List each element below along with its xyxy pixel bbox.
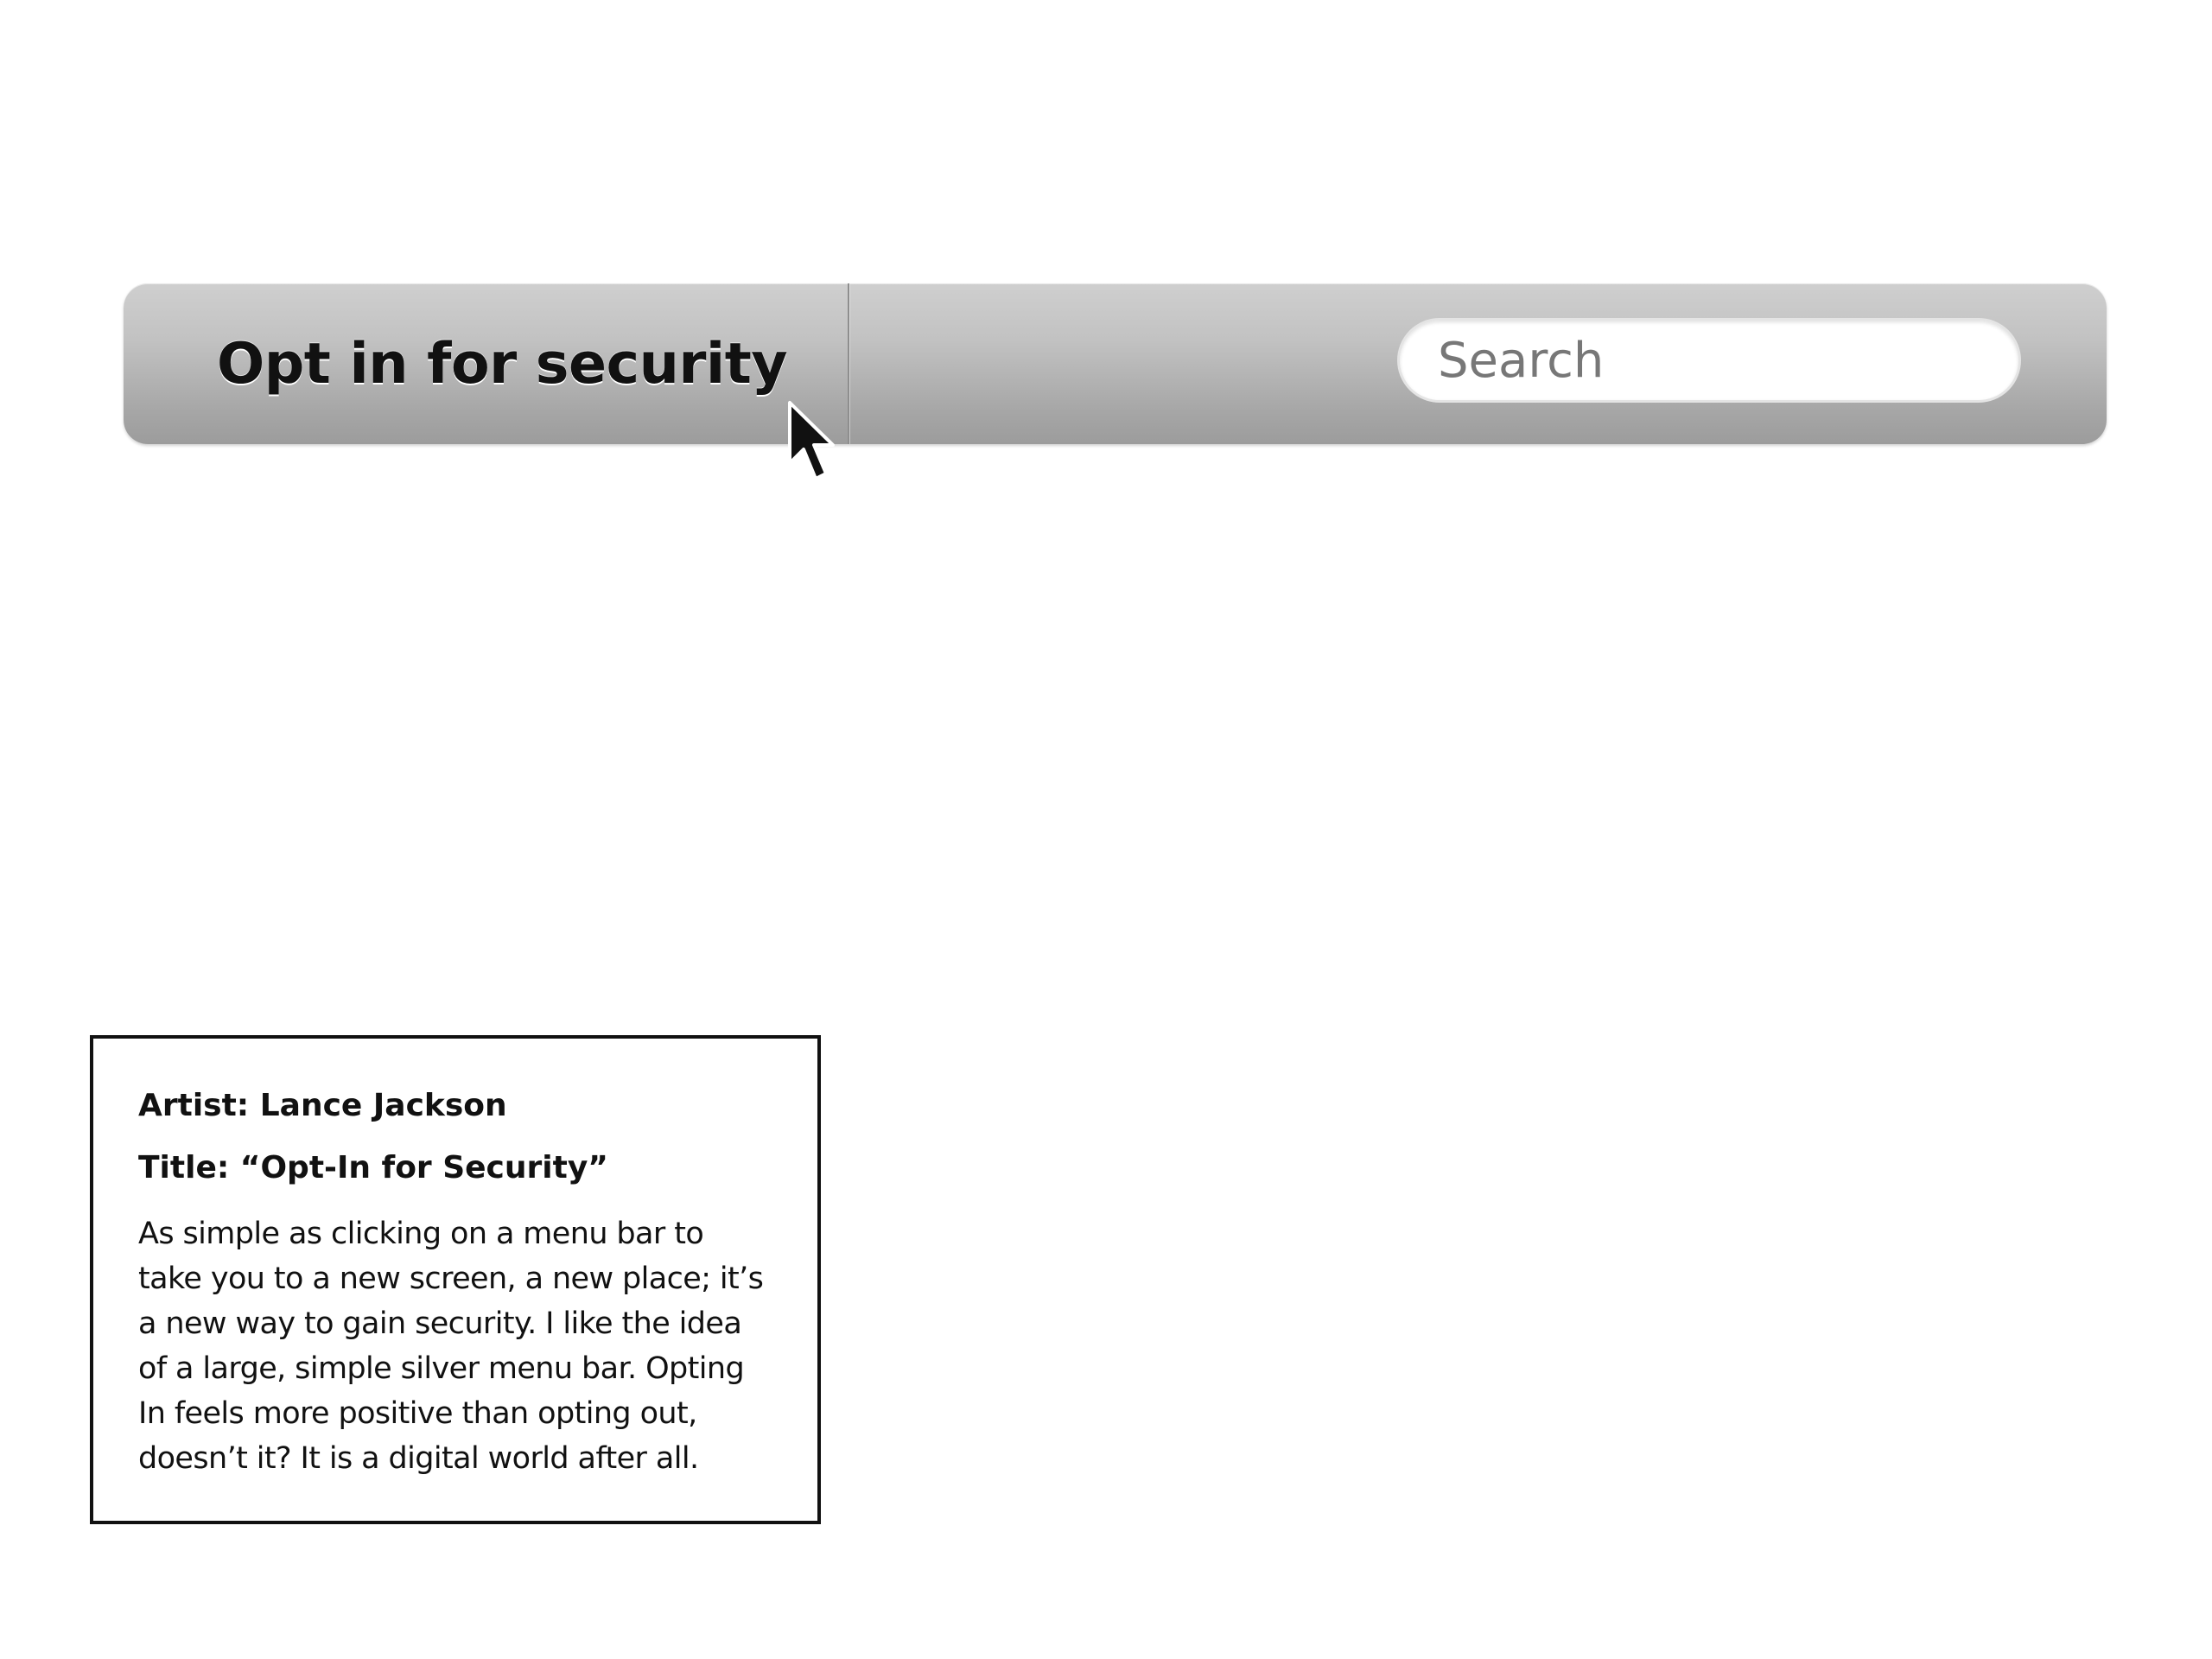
menu-item-label: Opt in for security bbox=[217, 331, 788, 397]
arrow-pointer-icon bbox=[786, 399, 838, 494]
artwork-info-card bbox=[90, 1035, 821, 1524]
silver-menu-bar bbox=[124, 283, 2107, 444]
title-line: Title: “Opt-In for Security” bbox=[138, 1150, 608, 1185]
artwork-description: As simple as clicking on a menu bar to take you to a new screen, a new place; it’s a new way to gain security. I like the idea of a large, simple silver menu bar. Opting In feels more positive than opting out, doesn’t it? It is a digital world after all. bbox=[138, 1217, 764, 1476]
menu-item-opt-in-security[interactable] bbox=[124, 283, 849, 444]
menu-divider bbox=[848, 283, 849, 444]
artist-line: Artist: Lance Jackson bbox=[138, 1088, 507, 1123]
search-input[interactable] bbox=[1397, 318, 2021, 403]
